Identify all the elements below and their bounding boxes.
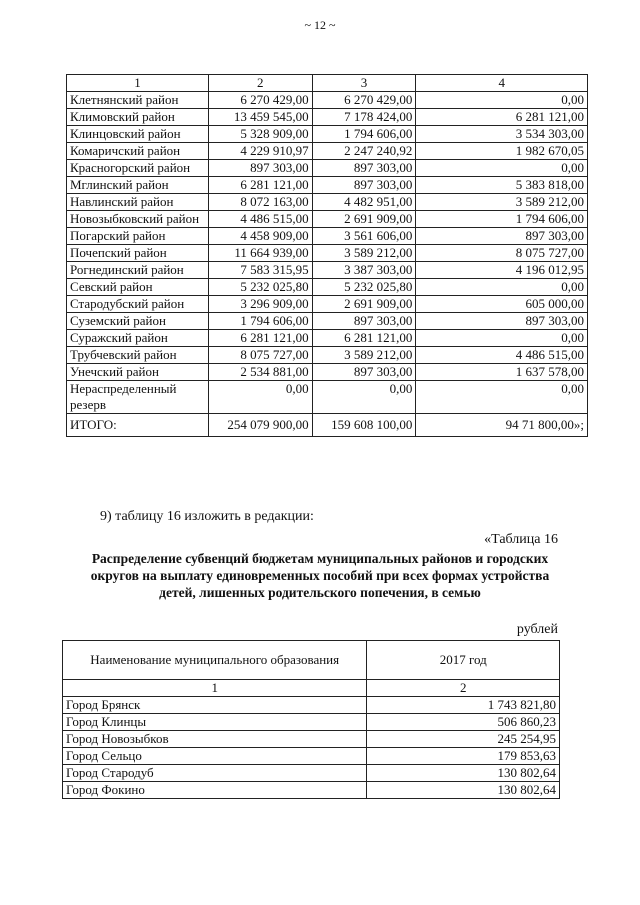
municipality-name: Красногорский район <box>67 160 209 177</box>
table-row <box>67 262 588 279</box>
table-row <box>67 313 588 330</box>
amount-cell: 0,00 <box>416 160 588 177</box>
amount-cell: 5 232 025,80 <box>312 279 416 296</box>
column-number-row <box>63 680 560 697</box>
municipality-name: Город Новозыбков <box>63 731 367 748</box>
municipality-name: Унечский район <box>67 364 209 381</box>
amount-cell: 1 743 821,80 <box>367 697 560 714</box>
municipality-name: Город Брянск <box>63 697 367 714</box>
municipality-name: Город Фокино <box>63 782 367 799</box>
amount-cell: 8 075 727,00 <box>416 245 588 262</box>
amount-cell: 3 387 303,00 <box>312 262 416 279</box>
amount-cell: 6 270 429,00 <box>312 92 416 109</box>
table-heading: Распределение субвенций бюджетам муниципальных районов и городских округов на выплату единовременных пособий при всех формах устройства детей, лишенных родительского попечения, в семью <box>90 551 550 600</box>
amount-cell: 4 229 910,97 <box>208 143 312 160</box>
municipality-name: Рогнединский район <box>67 262 209 279</box>
municipality-name: Нераспределенный резерв <box>67 381 209 414</box>
amendment-item-9: 9) таблицу 16 изложить в редакции: <box>100 509 314 524</box>
amount-cell: 4 482 951,00 <box>312 194 416 211</box>
amount-cell: 0,00 <box>416 381 588 414</box>
amount-cell: 3 589 212,00 <box>312 245 416 262</box>
amount-cell: 897 303,00 <box>416 313 588 330</box>
total-value: 94 71 800,00»; <box>416 414 588 437</box>
table-header-row <box>63 641 560 680</box>
table-row <box>67 245 588 262</box>
municipality-name: Новозыбковский район <box>67 211 209 228</box>
amount-cell: 130 802,64 <box>367 765 560 782</box>
amount-cell: 7 178 424,00 <box>312 109 416 126</box>
municipality-name: Стародубский район <box>67 296 209 313</box>
col-number: 2 <box>367 680 560 697</box>
amount-cell: 0,00 <box>312 381 416 414</box>
table-row <box>67 381 588 414</box>
amount-cell: 5 383 818,00 <box>416 177 588 194</box>
table-row <box>67 177 588 194</box>
amount-cell: 0,00 <box>208 381 312 414</box>
amount-cell: 6 270 429,00 <box>208 92 312 109</box>
units-label: рублей <box>516 622 558 637</box>
column-header: 2017 год <box>367 641 560 680</box>
amount-cell: 6 281 121,00 <box>416 109 588 126</box>
col-number: 1 <box>63 680 367 697</box>
amount-cell: 3 296 909,00 <box>208 296 312 313</box>
amount-cell: 2 534 881,00 <box>208 364 312 381</box>
total-row <box>67 414 588 437</box>
amount-cell: 3 534 303,00 <box>416 126 588 143</box>
amount-cell: 245 254,95 <box>367 731 560 748</box>
table-row <box>67 211 588 228</box>
table-row <box>67 126 588 143</box>
table-row <box>63 714 560 731</box>
table-row <box>67 330 588 347</box>
table-row <box>67 143 588 160</box>
amount-cell: 897 303,00 <box>208 160 312 177</box>
amount-cell: 897 303,00 <box>416 228 588 245</box>
page-number: ~ 12 ~ <box>304 18 336 32</box>
table-row <box>67 279 588 296</box>
amount-cell: 897 303,00 <box>312 177 416 194</box>
amount-cell: 3 589 212,00 <box>416 194 588 211</box>
amount-cell: 897 303,00 <box>312 313 416 330</box>
amount-cell: 2 691 909,00 <box>312 211 416 228</box>
amount-cell: 7 583 315,95 <box>208 262 312 279</box>
amount-cell: 1 794 606,00 <box>208 313 312 330</box>
amount-cell: 3 561 606,00 <box>312 228 416 245</box>
table-row <box>67 364 588 381</box>
amount-cell: 897 303,00 <box>312 364 416 381</box>
amount-cell: 130 802,64 <box>367 782 560 799</box>
municipality-name: Суражский район <box>67 330 209 347</box>
amount-cell: 4 486 515,00 <box>208 211 312 228</box>
amount-cell: 5 328 909,00 <box>208 126 312 143</box>
amount-cell: 8 072 163,00 <box>208 194 312 211</box>
amount-cell: 5 232 025,80 <box>208 279 312 296</box>
total-value: 159 608 100,00 <box>312 414 416 437</box>
amount-cell: 4 486 515,00 <box>416 347 588 364</box>
amount-cell: 8 075 727,00 <box>208 347 312 364</box>
amount-cell: 1 982 670,05 <box>416 143 588 160</box>
amount-cell: 6 281 121,00 <box>312 330 416 347</box>
municipality-name: Суземский район <box>67 313 209 330</box>
municipality-name: Севский район <box>67 279 209 296</box>
amount-cell: 897 303,00 <box>312 160 416 177</box>
amount-cell: 2 691 909,00 <box>312 296 416 313</box>
table-row <box>63 782 560 799</box>
lump-sum-benefits-table <box>62 640 560 799</box>
amount-cell: 11 664 939,00 <box>208 245 312 262</box>
municipality-name: Город Стародуб <box>63 765 367 782</box>
table-row <box>63 765 560 782</box>
table-label: «Таблица 16 <box>484 532 558 547</box>
amount-cell: 4 458 909,00 <box>208 228 312 245</box>
col-number: 1 <box>67 75 209 92</box>
municipality-name: Погарский район <box>67 228 209 245</box>
table-row <box>67 347 588 364</box>
amount-cell: 1 794 606,00 <box>312 126 416 143</box>
amount-cell: 6 281 121,00 <box>208 330 312 347</box>
municipality-name: Клетнянский район <box>67 92 209 109</box>
amount-cell: 179 853,63 <box>367 748 560 765</box>
municipality-name: Мглинский район <box>67 177 209 194</box>
amount-cell: 0,00 <box>416 330 588 347</box>
total-label: ИТОГО: <box>67 414 209 437</box>
col-number: 3 <box>312 75 416 92</box>
table-row <box>63 697 560 714</box>
table-row <box>63 748 560 765</box>
col-number: 4 <box>416 75 588 92</box>
table-row <box>67 160 588 177</box>
amount-cell: 1 637 578,00 <box>416 364 588 381</box>
amount-cell: 605 000,00 <box>416 296 588 313</box>
table-row <box>67 228 588 245</box>
total-value: 254 079 900,00 <box>208 414 312 437</box>
municipality-name: Почепский район <box>67 245 209 262</box>
amount-cell: 1 794 606,00 <box>416 211 588 228</box>
municipality-name: Город Сельцо <box>63 748 367 765</box>
amount-cell: 2 247 240,92 <box>312 143 416 160</box>
amount-cell: 6 281 121,00 <box>208 177 312 194</box>
col-number: 2 <box>208 75 312 92</box>
municipality-name: Комаричский район <box>67 143 209 160</box>
table-row <box>63 731 560 748</box>
municipality-name: Город Клинцы <box>63 714 367 731</box>
amount-cell: 506 860,23 <box>367 714 560 731</box>
amount-cell: 13 459 545,00 <box>208 109 312 126</box>
table-row <box>67 92 588 109</box>
subventions-table-continued <box>66 74 588 437</box>
municipality-name: Трубчевский район <box>67 347 209 364</box>
column-number-row <box>67 75 588 92</box>
amount-cell: 0,00 <box>416 279 588 296</box>
table-row <box>67 109 588 126</box>
amount-cell: 0,00 <box>416 92 588 109</box>
amount-cell: 4 196 012,95 <box>416 262 588 279</box>
municipality-name: Климовский район <box>67 109 209 126</box>
municipality-name: Клинцовский район <box>67 126 209 143</box>
table-row <box>67 296 588 313</box>
table-row <box>67 194 588 211</box>
municipality-name: Навлинский район <box>67 194 209 211</box>
amount-cell: 3 589 212,00 <box>312 347 416 364</box>
column-header: Наименование муниципального образования <box>63 641 367 680</box>
